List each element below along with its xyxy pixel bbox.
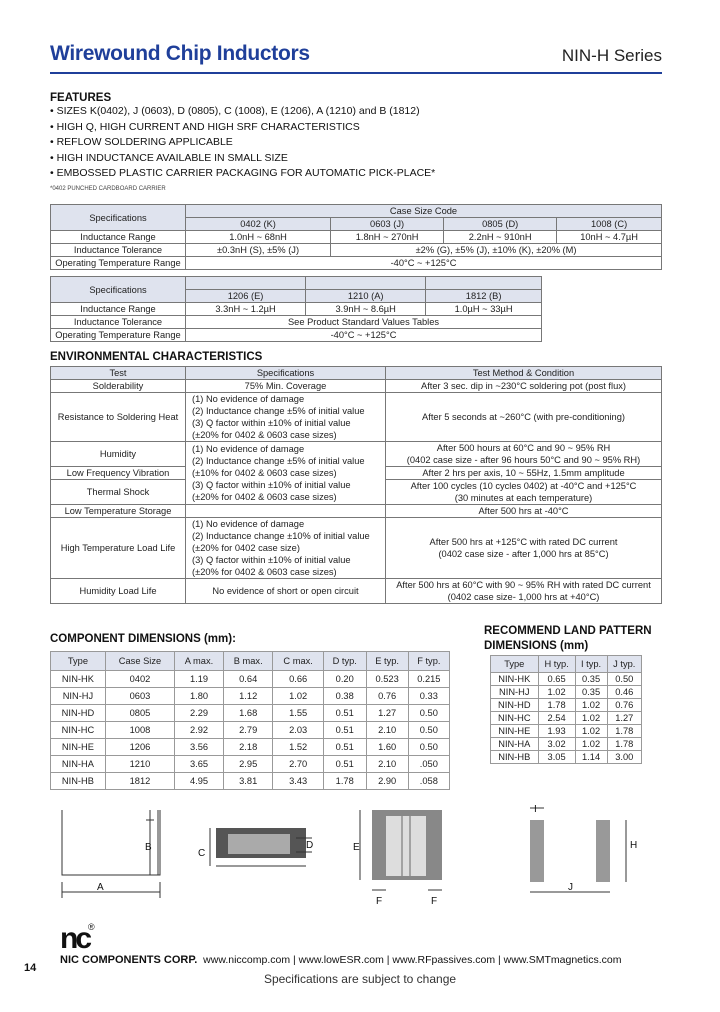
features-list (50, 104, 435, 182)
table-row (491, 699, 642, 712)
footer-links[interactable]: www.niccomp.com | www.lowESR.com | www.RFpassives.com | www.SMTmagnetics.com (203, 954, 622, 966)
test-name: High Temperature Load Life (51, 518, 186, 579)
table-cell: 1.8nH ~ 270nH (331, 231, 444, 244)
test-name: Solderability (51, 380, 186, 393)
registered-mark: ® (88, 922, 95, 932)
table-cell: NIN-HB (491, 751, 539, 764)
method-line: (0402 case size- 1,000 hrs at +40°C) (447, 592, 600, 602)
row-label: Inductance Tolerance (51, 244, 186, 257)
table-cell: NIN-HK (491, 673, 539, 686)
table-cell: 0.523 (366, 671, 408, 688)
table-row (51, 722, 450, 739)
method-line: After 500 hrs at +125°C with rated DC current (429, 537, 618, 547)
table-cell: NIN-HJ (51, 688, 106, 705)
table-row (51, 671, 450, 688)
dim-label-i: I (534, 804, 537, 815)
col-header (426, 277, 542, 290)
series-label: NIN-H Series (561, 46, 662, 65)
spec-table-1 (50, 204, 662, 270)
dim-label-a: A (97, 882, 104, 893)
test-name: Low Frequency Vibration (51, 467, 186, 480)
table-cell: 0805 (105, 705, 174, 722)
table-cell: 0.64 (223, 671, 273, 688)
col-header: 1210 (A) (306, 290, 426, 303)
table-cell: 1.60 (366, 739, 408, 756)
row-label: Operating Temperature Range (51, 257, 186, 270)
table-cell: NIN-HA (51, 756, 106, 773)
col-header: Specifications (186, 367, 386, 380)
table-cell: 2.95 (223, 756, 273, 773)
feature-item: • REFLOW SOLDERING APPLICABLE (50, 135, 435, 151)
table-cell: 0.51 (323, 756, 366, 773)
table-cell: NIN-HE (491, 725, 539, 738)
row-label: Inductance Range (51, 231, 186, 244)
table-row (51, 688, 450, 705)
feature-item: • HIGH INDUCTANCE AVAILABLE IN SMALL SIZE (50, 151, 435, 167)
features-heading: FEATURES (50, 92, 112, 104)
dim-label-f2: F (431, 896, 438, 907)
test-spec: No evidence of short or open circuit (186, 579, 386, 604)
spec-line: (±20% for 0402 & 0603 case sizes) (192, 492, 337, 502)
table-cell: 1.68 (223, 705, 273, 722)
col-header: Case Size (105, 652, 174, 671)
table-cell: 1.93 (538, 725, 575, 738)
col-header: 0402 (K) (186, 218, 331, 231)
dim-label-b: B (145, 842, 152, 853)
table-cell: 3.65 (175, 756, 224, 773)
land-pattern-diagram (530, 808, 626, 892)
table-cell: See Product Standard Values Tables (186, 316, 542, 329)
table-row (51, 773, 450, 790)
col-header: A max. (175, 652, 224, 671)
table-cell: 1.80 (175, 688, 224, 705)
test-method (386, 442, 662, 467)
environmental-table (50, 366, 662, 604)
test-spec (186, 518, 386, 579)
spec-line: (1) No evidence of damage (192, 394, 305, 404)
table-cell: NIN-HE (51, 739, 106, 756)
table-cell: 2.29 (175, 705, 224, 722)
table-cell: 3.56 (175, 739, 224, 756)
environmental-heading: ENVIRONMENTAL CHARACTERISTICS (50, 351, 263, 363)
top-view-diagram (62, 810, 160, 898)
table-cell: NIN-HA (491, 738, 539, 751)
table-cell: 1.02 (575, 725, 607, 738)
col-header: E typ. (366, 652, 408, 671)
table-cell: NIN-HC (491, 712, 539, 725)
table-cell: 0.76 (366, 688, 408, 705)
side-view-diagram (210, 828, 312, 866)
table-cell: 0.65 (538, 673, 575, 686)
table-row (491, 686, 642, 699)
col-header: 1206 (E) (186, 290, 306, 303)
table-cell: 0.51 (323, 705, 366, 722)
table-cell: 2.54 (538, 712, 575, 725)
table-cell: 1.52 (273, 739, 323, 756)
dim-label-e: E (353, 842, 360, 853)
row-label: Inductance Range (51, 303, 186, 316)
col-header: H typ. (538, 656, 575, 673)
dim-label-j: J (568, 882, 573, 893)
test-method (386, 579, 662, 604)
spec-line: (±20% for 0402 case size) (192, 543, 300, 553)
table-cell: 0.50 (408, 722, 449, 739)
bottom-view-diagram (360, 810, 442, 890)
table-cell: 3.3nH ~ 1.2µH (186, 303, 306, 316)
table-cell: -40°C ~ +125°C (186, 257, 662, 270)
col-header: B max. (223, 652, 273, 671)
footer-line (60, 954, 622, 966)
page-title: Wirewound Chip Inductors (50, 42, 310, 65)
table-row (51, 756, 450, 773)
method-line: After 100 cycles (10 cycles 0402) at -40°C and +125°C (410, 481, 637, 491)
land-pattern-table (490, 655, 642, 764)
col-header: 1812 (B) (426, 290, 542, 303)
table-cell: 1.02 (575, 738, 607, 751)
col-header: J typ. (607, 656, 642, 673)
feature-item: • HIGH Q, HIGH CURRENT AND HIGH SRF CHARACTERISTICS (50, 120, 435, 136)
table-cell: 0.50 (607, 673, 642, 686)
table-cell: 1.02 (273, 688, 323, 705)
col-header: F typ. (408, 652, 449, 671)
table-cell: 1.0nH ~ 68nH (186, 231, 331, 244)
method-line: After 500 hrs at 60°C with 90 ~ 95% RH with rated DC current (396, 580, 651, 590)
table-cell: 0.76 (607, 699, 642, 712)
table-row (51, 739, 450, 756)
table-cell: 0.35 (575, 673, 607, 686)
table-cell: 1.78 (607, 725, 642, 738)
spec-line: (2) Inductance change ±10% of initial value (192, 531, 370, 541)
table-row (491, 738, 642, 751)
feature-item: • EMBOSSED PLASTIC CARRIER PACKAGING FOR AUTOMATIC PICK-PLACE* (50, 166, 435, 182)
table-cell: NIN-HK (51, 671, 106, 688)
spec-table-2 (50, 276, 542, 342)
spec-label: Specifications (51, 205, 186, 231)
spec-line: (2) Inductance change ±5% of initial value (192, 456, 365, 466)
table-cell: NIN-HD (51, 705, 106, 722)
dimension-diagrams (50, 800, 670, 910)
col-header: D typ. (323, 652, 366, 671)
col-header: Type (491, 656, 539, 673)
test-method: After 500 hrs at -40°C (386, 505, 662, 518)
test-name: Low Temperature Storage (51, 505, 186, 518)
table-cell: 0.66 (273, 671, 323, 688)
company-logo: nc (60, 922, 90, 955)
spec-line: (1) No evidence of damage (192, 444, 305, 454)
test-spec (186, 505, 386, 518)
row-label: Operating Temperature Range (51, 329, 186, 342)
row-label: Inductance Tolerance (51, 316, 186, 329)
table-cell: 3.9nH ~ 8.6µH (306, 303, 426, 316)
col-header: 0603 (J) (331, 218, 444, 231)
spec-line: (3) Q factor within ±10% of initial value (192, 480, 351, 490)
table-cell: 1.02 (575, 699, 607, 712)
company-name: NIC COMPONENTS CORP. (60, 954, 198, 966)
test-name: Resistance to Soldering Heat (51, 393, 186, 442)
col-header: Test (51, 367, 186, 380)
table-cell: 0.50 (408, 705, 449, 722)
table-cell: 1.02 (538, 686, 575, 699)
table-cell: 1206 (105, 739, 174, 756)
table-cell: .058 (408, 773, 449, 790)
dim-label-f1: F (376, 896, 383, 907)
table-cell: 3.43 (273, 773, 323, 790)
table-cell: 2.79 (223, 722, 273, 739)
table-cell: 2.90 (366, 773, 408, 790)
table-cell: NIN-HD (491, 699, 539, 712)
table-cell: 1.55 (273, 705, 323, 722)
table-cell: 1.78 (538, 699, 575, 712)
spec-line: (2) Inductance change ±5% of initial value (192, 406, 365, 416)
table-cell: 1210 (105, 756, 174, 773)
dim-label-d: D (306, 840, 314, 851)
table-row (51, 705, 450, 722)
table-row (491, 712, 642, 725)
col-header (306, 277, 426, 290)
spec-line: (±20% for 0402 & 0603 case sizes) (192, 430, 337, 440)
table-cell: 1.27 (366, 705, 408, 722)
dim-label-c: C (198, 848, 206, 859)
table-cell: 0.50 (408, 739, 449, 756)
col-header: Test Method & Condition (386, 367, 662, 380)
method-line: (0402 case size - after 96 hours 50°C and 90 ~ 95% RH) (406, 455, 641, 465)
table-cell: 0402 (105, 671, 174, 688)
table-cell: 2.70 (273, 756, 323, 773)
table-row (491, 751, 642, 764)
test-name: Thermal Shock (51, 480, 186, 505)
table-cell: 1.78 (323, 773, 366, 790)
table-cell: 0.33 (408, 688, 449, 705)
col-header: I typ. (575, 656, 607, 673)
table-cell: NIN-HB (51, 773, 106, 790)
spec-label: Specifications (51, 277, 186, 303)
col-header: Type (51, 652, 106, 671)
col-header: C max. (273, 652, 323, 671)
table-cell: 0.215 (408, 671, 449, 688)
spec-line: (3) Q factor within ±10% of initial value (192, 418, 351, 428)
table-cell: 2.10 (366, 722, 408, 739)
table-cell: 10nH ~ 4.7µH (557, 231, 662, 244)
table-cell: 2.2nH ~ 910nH (444, 231, 557, 244)
test-method: After 3 sec. dip in ~230°C soldering pot (post flux) (386, 380, 662, 393)
table-cell: 0.35 (575, 686, 607, 699)
table-cell: ±0.3nH (S), ±5% (J) (186, 244, 331, 257)
feature-item: • SIZES K(0402), J (0603), D (0805), C (1008), E (1206), A (1210) and B (1812) (50, 104, 435, 120)
method-line: (0402 case size - after 1,000 hrs at 85°C) (438, 549, 609, 559)
spec-line: (±10% for 0402 & 0603 case sizes) (192, 468, 337, 478)
component-dims-heading: COMPONENT DIMENSIONS (mm): (50, 633, 236, 645)
table-cell: 3.81 (223, 773, 273, 790)
component-dims-table (50, 651, 450, 790)
table-cell: 3.00 (607, 751, 642, 764)
table-cell: 0.51 (323, 739, 366, 756)
table-cell: 2.18 (223, 739, 273, 756)
table-cell: NIN-HJ (491, 686, 539, 699)
table-row (491, 673, 642, 686)
test-spec (186, 393, 386, 442)
table-cell: 1.14 (575, 751, 607, 764)
test-method (386, 480, 662, 505)
land-heading-1: RECOMMEND LAND PATTERN (484, 625, 652, 637)
test-name: Humidity (51, 442, 186, 467)
table-cell: 1.02 (575, 712, 607, 725)
table-cell: 1.12 (223, 688, 273, 705)
table-cell: -40°C ~ +125°C (186, 329, 542, 342)
col-header: 0805 (D) (444, 218, 557, 231)
table-cell: 3.05 (538, 751, 575, 764)
title-rule (50, 72, 662, 74)
method-line: (30 minutes at each temperature) (454, 493, 593, 503)
table-cell: 4.95 (175, 773, 224, 790)
table-cell: ±2% (G), ±5% (J), ±10% (K), ±20% (M) (331, 244, 662, 257)
disclaimer: Specifications are subject to change (263, 972, 457, 986)
table-cell: 2.92 (175, 722, 224, 739)
test-method: After 2 hrs per axis, 10 ~ 55Hz, 1.5mm amplitude (386, 467, 662, 480)
col-header: 1008 (C) (557, 218, 662, 231)
col-header (186, 277, 306, 290)
test-name: Humidity Load Life (51, 579, 186, 604)
table-cell: 0.51 (323, 722, 366, 739)
dim-label-h: H (630, 840, 638, 851)
spec-line: (1) No evidence of damage (192, 519, 305, 529)
spec-line: (±20% for 0402 & 0603 case sizes) (192, 567, 337, 577)
table-cell: 2.03 (273, 722, 323, 739)
table-cell: 0603 (105, 688, 174, 705)
table-cell: .050 (408, 756, 449, 773)
table-cell: 1.78 (607, 738, 642, 751)
features-note: *0402 PUNCHED CARDBOARD CARRIER (50, 186, 166, 192)
case-size-label: Case Size Code (186, 205, 662, 218)
test-method (386, 518, 662, 579)
spec-line: (3) Q factor within ±10% of initial value (192, 555, 351, 565)
land-heading-2: DIMENSIONS (mm) (484, 640, 589, 652)
table-cell: 1.19 (175, 671, 224, 688)
table-cell: 0.46 (607, 686, 642, 699)
table-cell: 0.20 (323, 671, 366, 688)
table-cell: 1812 (105, 773, 174, 790)
table-row (491, 725, 642, 738)
table-cell: 3.02 (538, 738, 575, 751)
table-cell: 1.0µH ~ 33µH (426, 303, 542, 316)
table-cell: NIN-HC (51, 722, 106, 739)
test-spec: 75% Min. Coverage (186, 380, 386, 393)
page-number: 14 (24, 962, 37, 974)
test-method: After 5 seconds at ~260°C (with pre-conditioning) (386, 393, 662, 442)
table-cell: 1.27 (607, 712, 642, 725)
table-cell: 2.10 (366, 756, 408, 773)
test-spec (186, 442, 386, 505)
table-cell: 1008 (105, 722, 174, 739)
table-cell: 0.38 (323, 688, 366, 705)
method-line: After 500 hours at 60°C and 90 ~ 95% RH (436, 443, 611, 453)
